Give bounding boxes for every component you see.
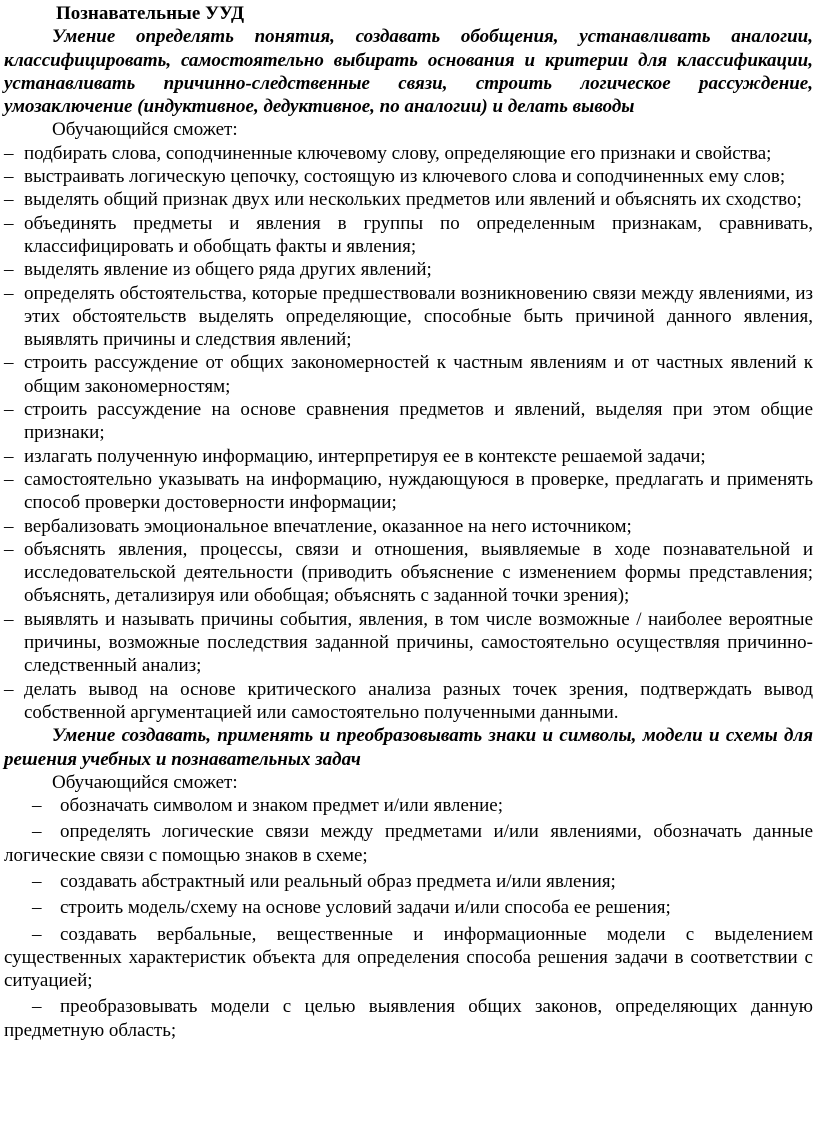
section-1-lead: Обучающийся сможет: [52,119,238,141]
document-title: Познавательные УУД [56,3,245,24]
list-item: – выделять явление из общего ряда других явлений; [4,258,813,281]
list-item: – обозначать символом и знаком предмет и/или явление; [4,794,813,817]
list-item: – выявлять и называть причины события, явления, в том числе возможные / наиболее вероятные причины, возможные последствия заданной причины, самостоятельно осуществляя причинно-следственный анализ; [4,608,813,678]
list-item: – выделять общий признак двух или нескольких предметов или явлений и объяснять их сходство; [4,188,813,211]
list-item: – преобразовывать модели с целью выявления общих законов, определяющих данную предметную область; [4,995,813,1042]
list-item: – выстраивать логическую цепочку, состоящую из ключевого слова и соподчиненных ему слов; [4,165,813,188]
list-item: – строить рассуждение от общих закономерностей к частным явлениям и от частных явлений к общим закономерностям; [4,351,813,398]
list-item: – строить рассуждение на основе сравнения предметов и явлений, выделяя при этом общие признаки; [4,398,813,445]
list-item: – самостоятельно указывать на информацию, нуждающуюся в проверке, предлагать и применять способ проверки достоверности информации; [4,468,813,515]
list-item: – строить модель/схему на основе условий задачи и/или способа ее решения; [4,896,813,919]
list-item: – объединять предметы и явления в группы по определенным признакам, сравнивать, классифицировать и обобщать факты и явления; [4,212,813,259]
list-item: – объяснять явления, процессы, связи и отношения, выявляемые в ходе познавательной и исследовательской деятельности (приводить объяснение с изменением формы представления; объяснять, детализируя или обобщая; объяснять с заданной точки зрения); [4,538,813,608]
list-item: – создавать абстрактный или реальный образ предмета и/или явления; [4,870,813,893]
list-item: – делать вывод на основе критического анализа разных точек зрения, подтверждать вывод собственной аргументацией или самостоятельно полученными данными. [4,678,813,725]
list-item: – определять обстоятельства, которые предшествовали возникновению связи между явлениями, из этих обстоятельств выделять определяющие, способные быть причиной данного явления, выявлять причины и следствия явлений; [4,282,813,352]
list-item: – вербализовать эмоциональное впечатление, оказанное на него источником; [4,515,813,538]
section-1-heading: Умение определять понятия, создавать обобщения, устанавливать аналогии, классифицировать, самостоятельно выбирать основания и критерии для классификации, устанавливать причинно-следственные связи, строить логическое рассуждение, умозаключение (индуктивное, дедуктивное, по аналогии) и делать выводы [4,26,813,118]
section-2-lead: Обучающийся сможет: [52,771,238,793]
section-2-heading: Умение создавать, применять и преобразовывать знаки и символы, модели и схемы для решения учебных и познавательных задач [4,725,813,770]
list-item: – создавать вербальные, вещественные и информационные модели с выделением существенных характеристик объекта для определения способа решения задачи в соответствии с ситуацией; [4,923,813,993]
list-item: – определять логические связи между предметами и/или явлениями, обозначать данные логические связи с помощью знаков в схеме; [4,820,813,867]
list-item: – излагать полученную информацию, интерпретируя ее в контексте решаемой задачи; [4,445,813,468]
section-1-list [4,142,813,724]
section-2-list [4,794,813,1042]
list-item: – подбирать слова, соподчиненные ключевому слову, определяющие его признаки и свойства; [4,142,813,165]
